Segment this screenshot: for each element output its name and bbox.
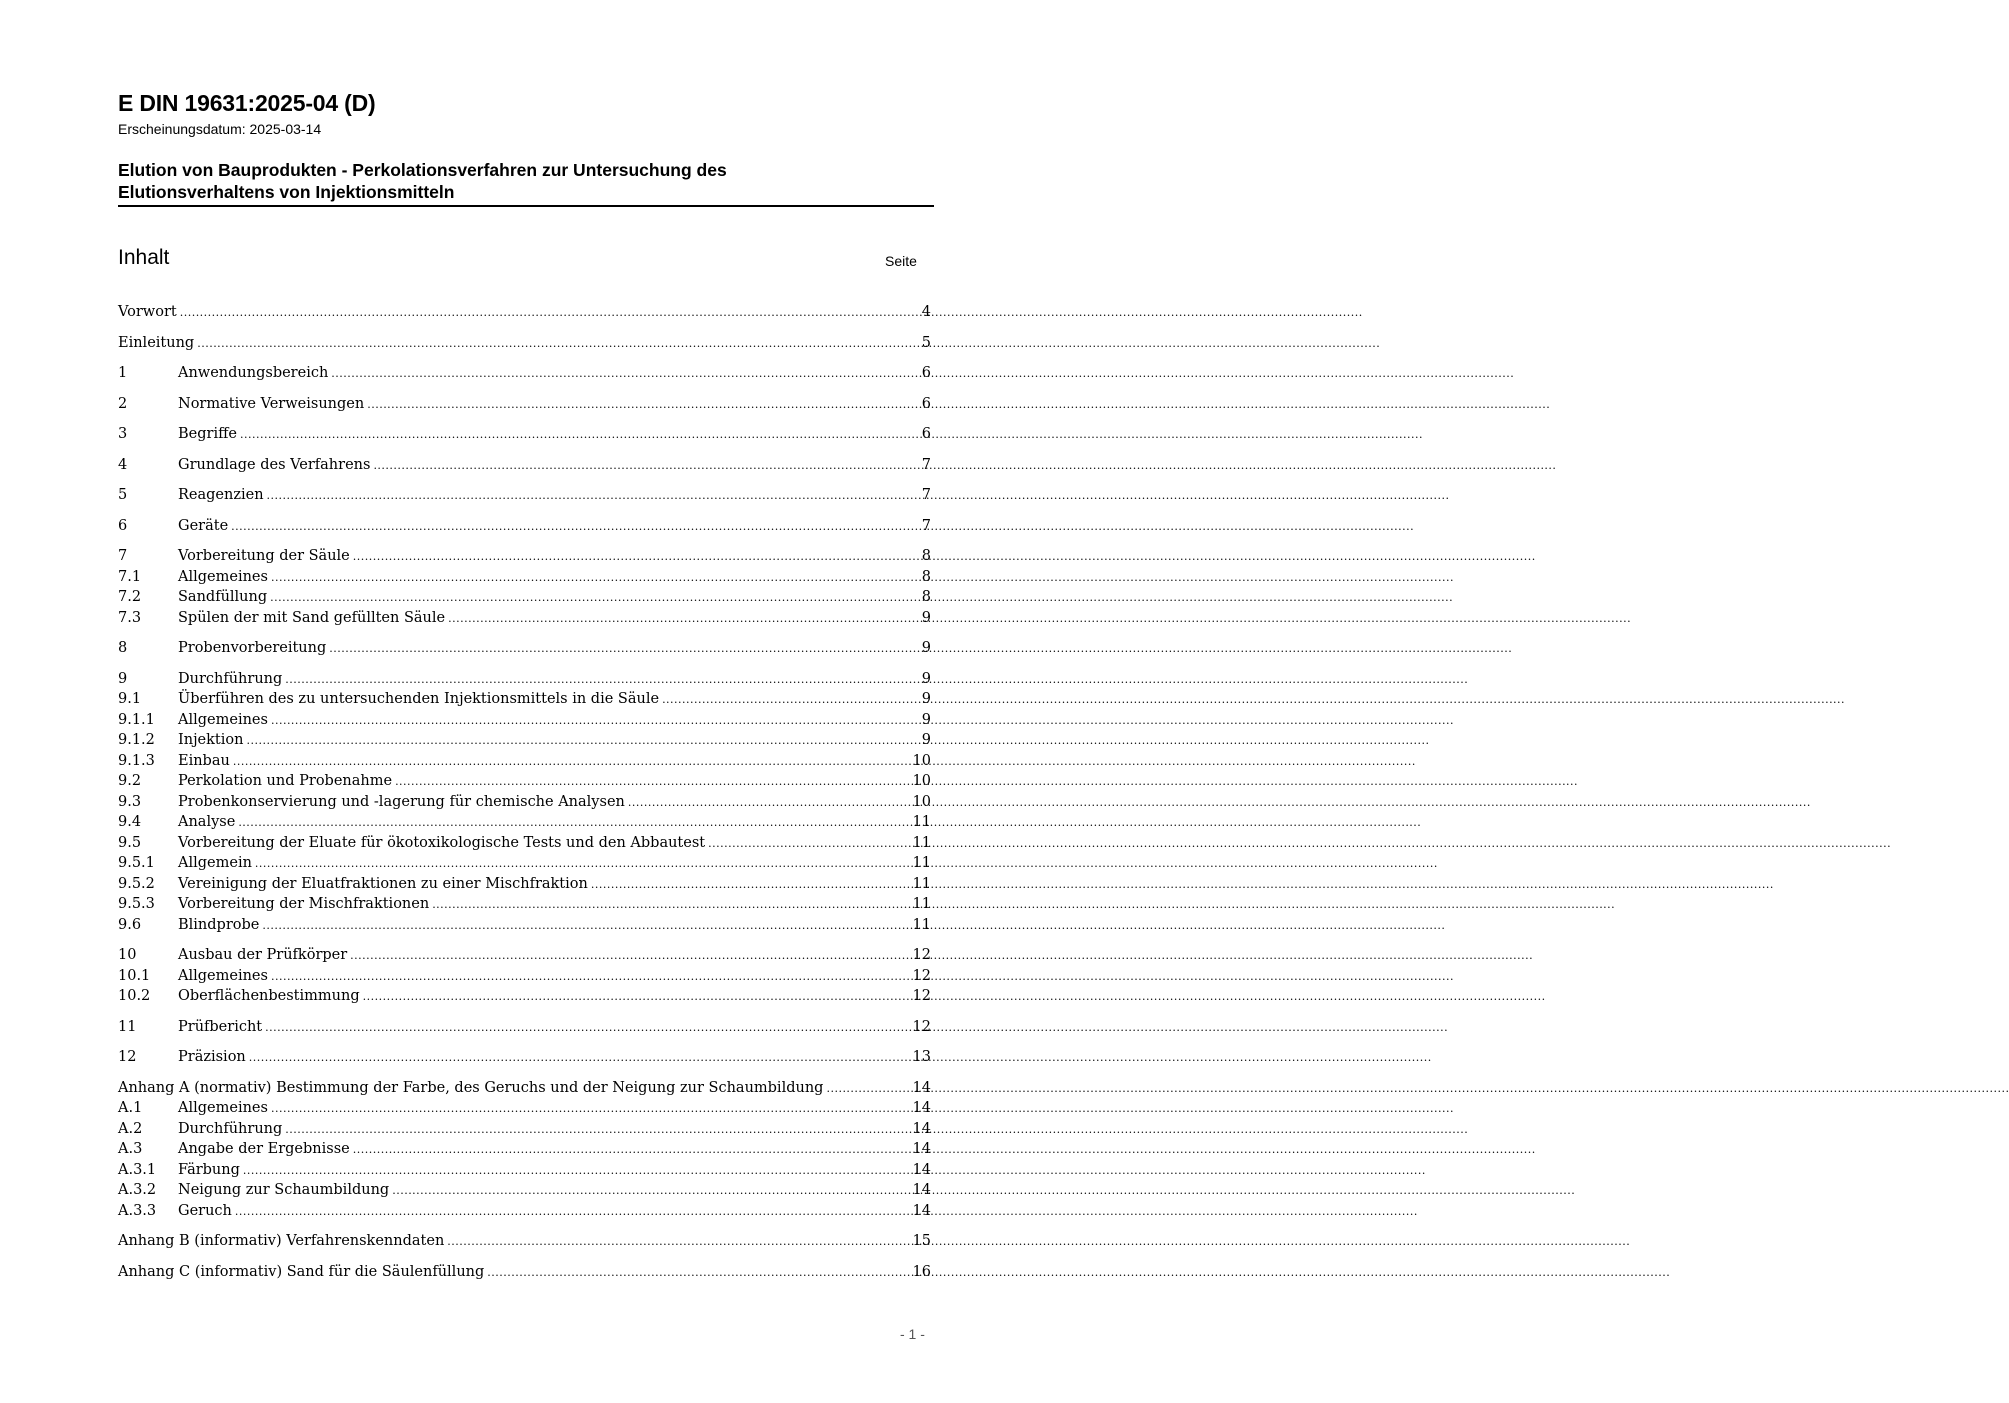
toc-entry-number: 9.6 [118, 916, 142, 933]
toc-entry-page: 5 [921, 334, 931, 351]
toc-entry[interactable] [118, 333, 931, 354]
toc-entry[interactable] [118, 567, 931, 588]
title-divider [118, 205, 934, 207]
toc-entry-number: A.2 [118, 1120, 143, 1137]
toc-entry-title: Grundlage des Verfahrens [178, 456, 371, 473]
toc-entry-page: 14 [912, 1079, 931, 1096]
toc-entry[interactable] [118, 1139, 931, 1160]
toc-entry[interactable] [118, 894, 931, 915]
toc-dot-leader [285, 669, 920, 691]
toc-entry-page: 7 [921, 487, 931, 503]
toc-entry-title: Präzision [178, 1049, 246, 1065]
toc-dot-leader [262, 915, 911, 937]
toc-dot-leader [826, 1078, 911, 1100]
toc-dot-leader [392, 1180, 911, 1202]
toc-entry-page: 10 [912, 793, 931, 810]
toc-entry-number: 9.3 [118, 793, 142, 810]
toc-entry-number: 4 [118, 456, 128, 473]
toc-dot-leader [353, 546, 921, 568]
toc-dot-leader [329, 638, 920, 660]
toc-dot-leader [271, 710, 921, 732]
toc-entry-number: 5 [118, 487, 128, 503]
toc-entry-number: A.3 [118, 1141, 143, 1157]
toc-entry[interactable] [118, 1047, 931, 1068]
toc-entry-page: 11 [912, 875, 931, 892]
toc-entry-page: 9 [921, 732, 931, 748]
toc-page-column-label: Seite [885, 253, 917, 269]
toc-entry[interactable] [118, 455, 931, 476]
toc-entry-title: Analyse [178, 814, 236, 830]
toc-entry-number: 9.5.1 [118, 855, 155, 871]
toc-entry-title: Durchführung [178, 670, 283, 687]
toc-dot-leader [265, 1017, 911, 1039]
toc-entry[interactable] [118, 587, 931, 608]
publication-date: Erscheinungsdatum: 2025-03-14 [118, 121, 322, 137]
toc-entry[interactable] [118, 1119, 931, 1140]
toc-dot-leader [249, 1047, 912, 1069]
document-page [0, 0, 992, 1403]
toc-entry-title: Begriffe [178, 426, 237, 442]
toc-entry-number: 9.1 [118, 691, 142, 707]
toc-entry-title: Färbung [178, 1161, 240, 1178]
toc-entry-title: Anhang B (informativ) Verfahrenskenndaten [118, 1233, 445, 1249]
toc-entry-page: 7 [921, 456, 931, 473]
toc-dot-leader [432, 894, 911, 916]
toc-entry-title: Vorwort [118, 304, 177, 320]
toc-entry-page: 14 [912, 1141, 931, 1157]
toc-entry-page: 11 [912, 916, 931, 933]
toc-entry-number: 9.2 [118, 773, 142, 789]
toc-entry[interactable] [118, 424, 931, 445]
toc-entry-page: 6 [921, 395, 931, 412]
toc-dot-leader [373, 455, 920, 477]
toc-entry-title: Vorbereitung der Eluate für ökotoxikologische Tests und den Abbautest [178, 834, 706, 851]
toc-entry-page: 8 [921, 568, 931, 585]
toc-entry-title: Probenkonservierung und -lagerung für chemische Analysen [178, 793, 625, 810]
toc-entry[interactable] [118, 966, 931, 987]
toc-dot-leader [233, 751, 912, 773]
toc-entry[interactable] [118, 874, 931, 895]
toc-dot-leader [662, 689, 921, 711]
title-line-1: Elution von Bauprodukten - Perkolationsverfahren zur Untersuchung des [118, 160, 727, 180]
toc-entry-number: 9 [118, 670, 128, 687]
toc-dot-leader [708, 833, 911, 855]
toc-entry[interactable] [118, 710, 931, 731]
toc-entry-page: 14 [912, 1161, 931, 1178]
toc-dot-leader [350, 945, 911, 967]
toc-entry-title: Spülen der mit Sand gefüllten Säule [178, 609, 446, 626]
toc-entry-number: 7 [118, 548, 128, 564]
toc-entry[interactable] [118, 669, 931, 690]
toc-dot-leader [238, 812, 911, 834]
toc-entry-page: 12 [912, 947, 931, 963]
toc-dot-leader [270, 587, 921, 609]
toc-entry-number: A.1 [118, 1100, 143, 1116]
toc-dot-leader [180, 302, 921, 324]
toc-entry-title: Sandfüllung [178, 589, 268, 605]
toc-entry-number: 7.3 [118, 609, 142, 626]
toc-entry-number: 8 [118, 640, 128, 656]
toc-entry-number: 10.1 [118, 967, 151, 984]
toc-entry-page: 14 [912, 1100, 931, 1116]
toc-entry-title: Anhang A (normativ) Bestimmung der Farbe, des Geruchs und der Neigung zur Schaumbildung [118, 1079, 824, 1096]
toc-entry[interactable] [118, 792, 931, 813]
toc-entry-page: 8 [921, 548, 931, 564]
toc-entry-title: Allgemein [178, 855, 252, 871]
toc-dot-leader [447, 1231, 911, 1253]
toc-entry-title: Einleitung [118, 334, 195, 351]
toc-entry[interactable] [118, 771, 931, 792]
toc-entry-title: Neigung zur Schaumbildung [178, 1182, 390, 1198]
toc-entry-title: Allgemeines [178, 568, 268, 585]
toc-entry-page: 14 [912, 1120, 931, 1137]
toc-dot-leader [628, 792, 912, 814]
toc-entry-page: 12 [912, 988, 931, 1004]
toc-dot-leader [246, 730, 920, 752]
toc-dot-leader [448, 608, 921, 630]
toc-entry-title: Überführen des zu untersuchenden Injektionsmittels in die Säule [178, 691, 660, 707]
toc-entry-number: 9.1.1 [118, 711, 155, 728]
toc-dot-leader [271, 567, 921, 589]
toc-entry[interactable] [118, 1098, 931, 1119]
toc-entry-page: 15 [912, 1233, 931, 1249]
title-line-2: Elutionsverhaltens von Injektionsmitteln [118, 182, 455, 202]
toc-entry-title: Blindprobe [178, 916, 260, 933]
toc-entry-number: 10.2 [118, 988, 151, 1004]
toc-entry[interactable] [118, 394, 931, 415]
toc-entry[interactable] [118, 689, 931, 710]
toc-dot-leader [395, 771, 911, 793]
toc-entry-number: 9.5.3 [118, 896, 155, 912]
toc-entry[interactable] [118, 1160, 931, 1181]
toc-dot-leader [285, 1119, 911, 1141]
toc-entry-title: Geruch [178, 1202, 232, 1219]
toc-entry[interactable] [118, 516, 931, 537]
toc-entry-title: Angabe der Ergebnisse [178, 1141, 350, 1157]
toc-entry[interactable] [118, 1201, 931, 1222]
document-title [118, 159, 918, 203]
toc-entry-title: Perkolation und Probenahme [178, 773, 393, 789]
toc-entry-title: Reagenzien [178, 487, 264, 503]
toc-entry-page: 13 [912, 1049, 931, 1065]
toc-entry[interactable] [118, 751, 931, 772]
toc-entry[interactable] [118, 363, 931, 384]
toc-dot-leader [243, 1160, 912, 1182]
toc-entry-title: Anhang C (informativ) Sand für die Säulenfüllung [118, 1263, 485, 1280]
toc-entry-title: Durchführung [178, 1120, 283, 1137]
toc-entry-number: 9.1.2 [118, 732, 155, 748]
toc-dot-leader [240, 424, 921, 446]
toc-entry-number: A.3.2 [118, 1182, 157, 1198]
toc-entry-number: 3 [118, 426, 128, 442]
toc-dot-leader [363, 986, 912, 1008]
toc-entry-number: 9.4 [118, 814, 142, 830]
toc-entry[interactable] [118, 638, 931, 659]
toc-entry-number: A.3.1 [118, 1161, 157, 1178]
toc-entry-page: 4 [921, 304, 931, 320]
toc-entry[interactable] [118, 986, 931, 1007]
toc-entry[interactable] [118, 1231, 931, 1252]
toc-entry-number: 9.1.3 [118, 752, 155, 769]
toc-entry-title: Geräte [178, 517, 229, 534]
toc-entry-page: 6 [921, 426, 931, 442]
toc-entry-page: 6 [921, 365, 931, 381]
toc-entry-title: Einbau [178, 752, 230, 769]
toc-entry-number: 9.5.2 [118, 875, 155, 892]
toc-dot-leader [231, 516, 921, 538]
toc-entry[interactable] [118, 546, 931, 567]
toc-entry-number: 6 [118, 517, 128, 534]
toc-entry-page: 7 [921, 517, 931, 534]
toc-entry-title: Anwendungsbereich [178, 365, 329, 381]
toc-entry-page: 9 [921, 691, 931, 707]
toc-entry[interactable] [118, 730, 931, 751]
toc-dot-leader [487, 1262, 911, 1284]
toc-entry-page: 12 [912, 1018, 931, 1035]
toc-entry-page: 8 [921, 589, 931, 605]
toc-entry-page: 10 [912, 773, 931, 789]
toc-entry-page: 9 [921, 609, 931, 626]
toc-entry-page: 14 [912, 1182, 931, 1198]
toc-entry-page: 14 [912, 1202, 931, 1219]
toc-entry-page: 11 [912, 896, 931, 912]
toc-entry[interactable] [118, 302, 931, 323]
toc-dot-leader [267, 485, 921, 507]
toc-entry-title: Allgemeines [178, 967, 268, 984]
toc-entry-title: Allgemeines [178, 711, 268, 728]
toc-entry-number: 9.5 [118, 834, 142, 851]
toc-dot-leader [367, 394, 921, 416]
toc-heading: Inhalt [118, 246, 170, 269]
toc-entry[interactable] [118, 812, 931, 833]
page-number: - 1 - [900, 1326, 925, 1342]
toc-entry[interactable] [118, 1078, 931, 1099]
toc-entry-title: Vorbereitung der Säule [178, 548, 350, 564]
toc-dot-leader [331, 363, 920, 385]
toc-entry-page: 9 [921, 640, 931, 656]
toc-entry-title: Prüfbericht [178, 1018, 263, 1035]
toc-entry-number: 2 [118, 395, 128, 412]
toc-dot-leader [255, 853, 912, 875]
toc-entry-page: 9 [921, 711, 931, 728]
toc-entry[interactable] [118, 915, 931, 936]
toc-entry[interactable] [118, 945, 931, 966]
document-id: E DIN 19631:2025-04 (D) [118, 90, 376, 116]
toc-entry-number: 1 [118, 365, 128, 381]
toc-entry[interactable] [118, 485, 931, 506]
toc-entry-page: 9 [921, 670, 931, 687]
toc-entry-page: 16 [912, 1263, 931, 1280]
toc-dot-leader [353, 1139, 912, 1161]
toc-entry-title: Vorbereitung der Mischfraktionen [178, 896, 430, 912]
toc-entry-number: 7.1 [118, 568, 142, 585]
toc-entry-number: 7.2 [118, 589, 142, 605]
toc-entry-page: 11 [912, 855, 931, 871]
toc-entry[interactable] [118, 853, 931, 874]
toc-dot-leader [197, 333, 921, 355]
toc-entry[interactable] [118, 1017, 931, 1038]
toc-entry-title: Vereinigung der Eluatfraktionen zu einer Mischfraktion [178, 875, 588, 892]
toc-dot-leader [271, 966, 912, 988]
toc-entry-number: 10 [118, 947, 137, 963]
toc-entry-page: 12 [912, 967, 931, 984]
toc-entry-title: Ausbau der Prüfkörper [178, 947, 348, 963]
toc-entry-title: Allgemeines [178, 1100, 268, 1116]
toc-entry-title: Injektion [178, 732, 244, 748]
toc-entry[interactable] [118, 1180, 931, 1201]
toc-entry[interactable] [118, 1262, 931, 1283]
toc-entry[interactable] [118, 608, 931, 629]
toc-entry-page: 10 [912, 752, 931, 769]
toc-entry-page: 11 [912, 814, 931, 830]
toc-entry-number: 11 [118, 1018, 137, 1035]
toc-entry-title: Probenvorbereitung [178, 640, 327, 656]
toc-entry-number: 12 [118, 1049, 137, 1065]
toc-entry-title: Oberflächenbestimmung [178, 988, 360, 1004]
toc-dot-leader [235, 1201, 912, 1223]
toc-dot-leader [271, 1098, 912, 1120]
toc-entry-page: 11 [912, 834, 931, 851]
toc-entry-number: A.3.3 [118, 1202, 157, 1219]
toc-entry[interactable] [118, 833, 931, 854]
toc-entry-title: Normative Verweisungen [178, 395, 365, 412]
table-of-contents [118, 302, 931, 1282]
toc-dot-leader [591, 874, 912, 896]
